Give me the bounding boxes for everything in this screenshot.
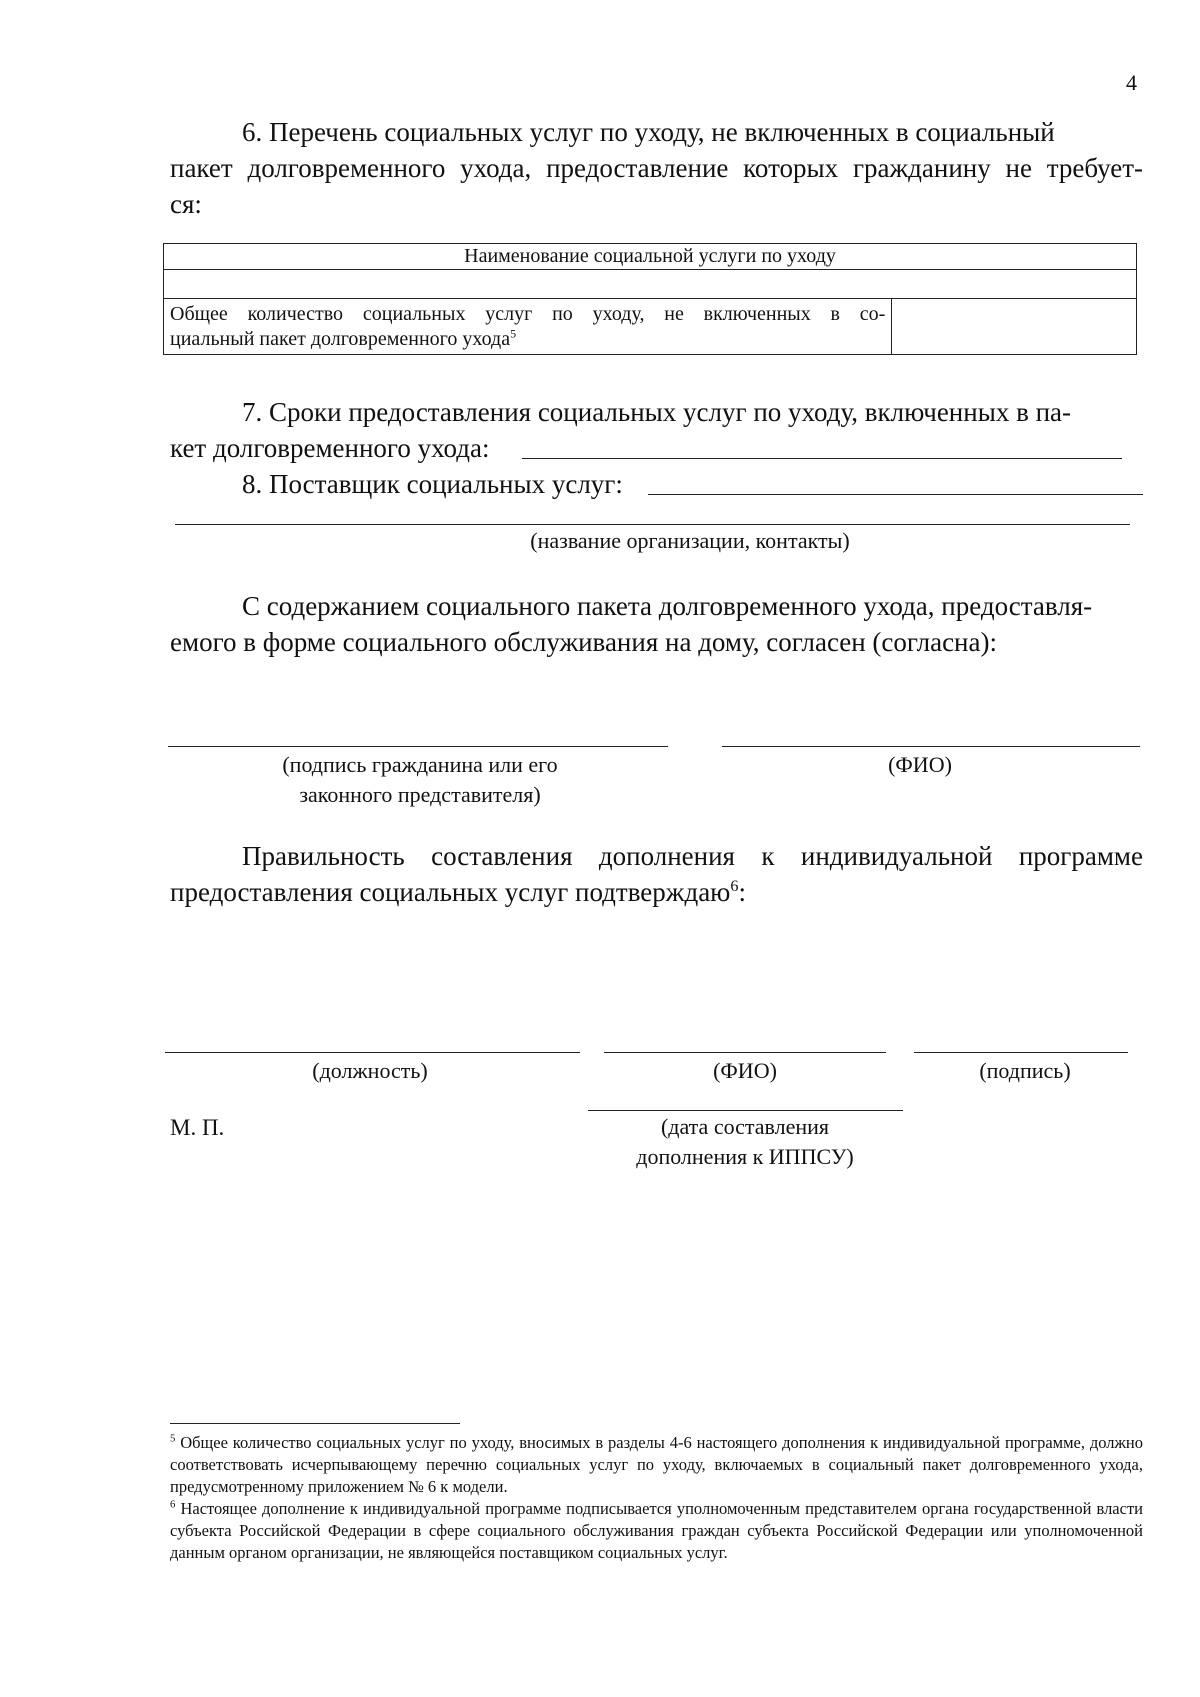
total-label-line2: циальный пакет долговременного ухода [170, 328, 511, 350]
section7-line1: 7. Сроки предоставления социальных услуг по уходу, включенных в па- [242, 397, 1072, 427]
official-fio-line [604, 1052, 886, 1053]
official-position-line [165, 1052, 580, 1053]
section7-line2: кет долговременного ухода: [170, 433, 490, 463]
confirmation-line2-wrap [170, 874, 746, 910]
table-row [164, 270, 1137, 299]
footnote-ref-6: 6 [730, 877, 739, 895]
confirmation-line2-end: : [738, 877, 746, 907]
citizen-fio-caption: (ФИО) [888, 752, 952, 777]
table-total-row [164, 299, 1137, 355]
footnote-6-marker: 6 [170, 1498, 176, 1511]
stamp-label: М. П. [170, 1115, 225, 1140]
section8-caption: (название организации, контакты) [530, 528, 850, 553]
table-header-cell: Наименование социальной услуги по уходу [164, 244, 1137, 270]
date-caption-1: (дата составления [660, 1114, 830, 1139]
page-number: 4 [1126, 70, 1137, 95]
footnote-ref-5: 5 [510, 326, 517, 341]
total-label-line1: Общее количество социальных услуг по уходу, не включенных в со- [170, 303, 886, 325]
services-table [163, 243, 1137, 355]
citizen-signature-caption-2: законного представителя) [299, 782, 541, 807]
total-value-cell [892, 299, 1137, 355]
footnote-separator [170, 1423, 460, 1424]
consent-line2: емого в форме социального обслуживания на дому, согласен (согласна): [170, 627, 997, 657]
citizen-fio-line [722, 746, 1140, 747]
total-label-cell [164, 299, 892, 355]
date-caption-2: дополнения к ИППСУ) [636, 1144, 854, 1169]
footnote-6-text: Настоящее дополнение к индивидуальной программе подписывается уполномоченным представителем органа государственной власти субъекта Российской Федерации в сфере социального обслуживания граждан субъекта Российской Федерации или уполномоченной данным органом организации, не являющейся поставщиком социальных услуг. [170, 1499, 1143, 1562]
section7-blank-line [522, 458, 1122, 459]
citizen-signature-line [168, 746, 668, 747]
citizen-signature-caption-1: (подпись гражданина или его [282, 752, 558, 777]
official-signature-caption: (подпись) [979, 1058, 1071, 1083]
footnote-6 [170, 1498, 1143, 1564]
table-header-row [164, 244, 1137, 270]
official-fio-caption: (ФИО) [713, 1058, 777, 1083]
official-signature-line [914, 1052, 1128, 1053]
section6-line1: 6. Перечень социальных услуг по уходу, не включенных в социальный [242, 117, 1055, 147]
consent-line1: С содержанием социального пакета долговременного ухода, предоставля- [242, 591, 1093, 621]
footnote-5-marker: 5 [170, 1432, 176, 1445]
section6-line2: пакет долговременного ухода, предоставление которых гражданину не требует- [170, 153, 1143, 183]
footnote-5-text: Общее количество социальных услуг по уходу, вносимых в разделы 4-6 настоящего дополнения к индивидуальной программе, должно соответствовать исчерпывающему перечню социальных услуг по уходу, включаемых в социальный пакет долговременного ухода, предусмотренному приложением № 6 к модели. [170, 1433, 1143, 1496]
table-empty-cell [164, 270, 1137, 299]
section8-label: 8. Поставщик социальных услуг: [242, 469, 623, 499]
confirmation-line2: предоставления социальных услуг подтверждаю [170, 877, 731, 907]
section6-line3: ся: [170, 189, 202, 219]
date-line [588, 1110, 903, 1111]
section8-blank-line [648, 494, 1143, 495]
section8-blank-line-2 [175, 524, 1130, 525]
position-caption: (должность) [312, 1058, 428, 1083]
footnote-5 [170, 1432, 1143, 1498]
total-label-line2-wrap [170, 327, 885, 352]
confirmation-line1: Правильность составления дополнения к индивидуальной программе [242, 841, 1143, 871]
